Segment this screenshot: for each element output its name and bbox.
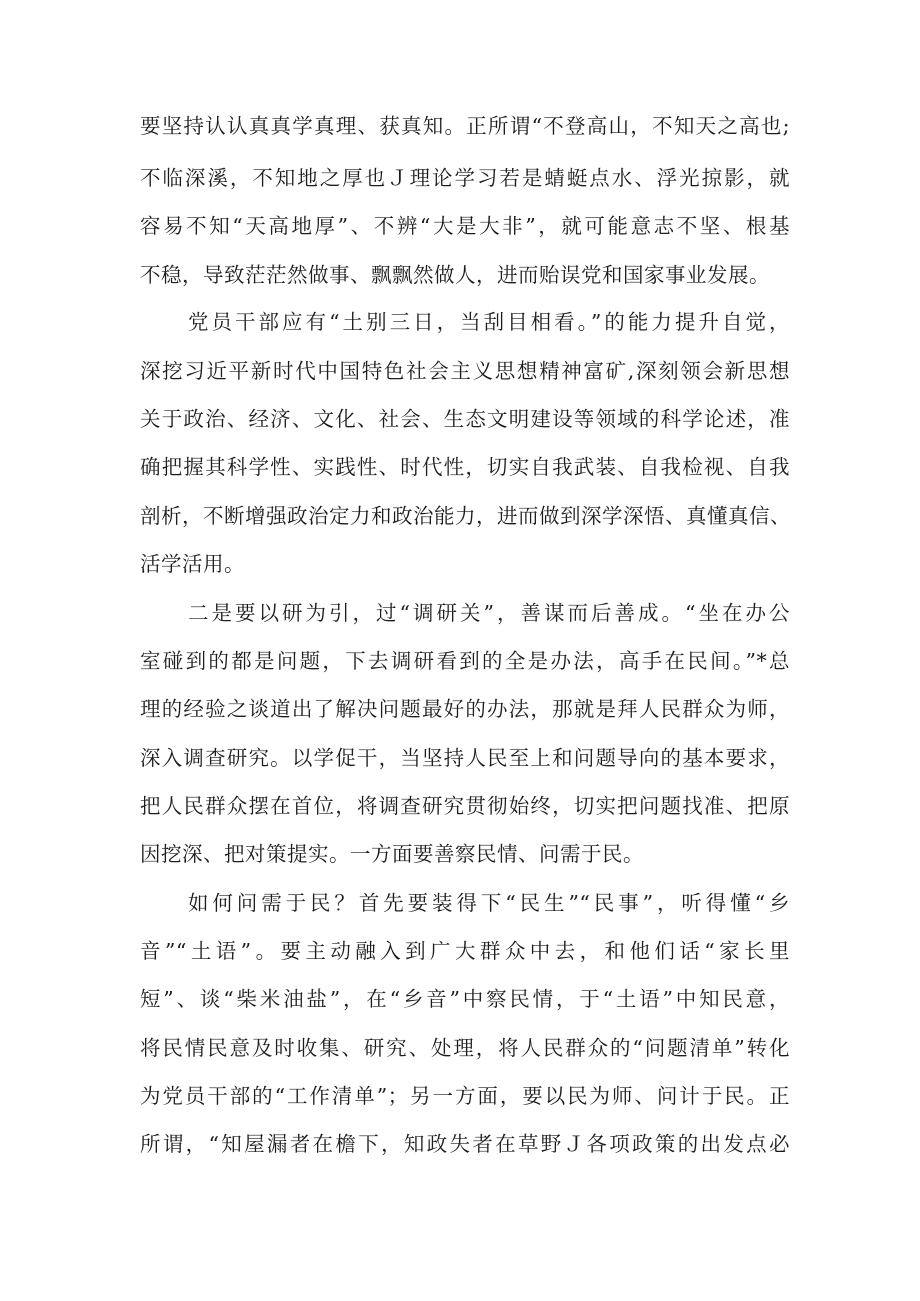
text-line: 短”、谈“柴米油盐”，在“乡音”中察民情，于“土语”中知民意， [140, 987, 790, 1011]
text-line: 关于政治、经济、文化、社会、生态文明建设等领域的科学论述，准 [140, 407, 790, 431]
text-line: 深挖习近平新时代中国特色社会主义思想精神富矿,深刻领会新思想 [140, 359, 790, 383]
text-line: 音”“土语”。要主动融入到广大群众中去，和他们话“家长里 [140, 939, 790, 963]
text-line: 确把握其科学性、实践性、时代性，切实自我武装、自我检视、自我 [140, 455, 790, 479]
text-line: 不临深溪，不知地之厚也Ｊ理论学习若是蜻蜓点水、浮光掠影，就 [140, 166, 790, 190]
text-line: 理的经验之谈道出了解决问题最好的办法，那就是拜人民群众为师， [140, 697, 790, 721]
text-line: 将民情民意及时收集、研究、处理，将人民群众的“问题清单”转化 [140, 1036, 790, 1060]
text-line: 要坚持认认真真学真理、获真知。正所谓“不登高山，不知天之高也; [140, 114, 790, 138]
text-line: 容易不知“天高地厚”、不辨“大是大非”，就可能意志不坚、根基 [140, 214, 790, 238]
text-line: 深入调查研究。以学促干，当坚持人民至上和问题导向的基本要求， [140, 746, 790, 770]
text-line: 因挖深、把对策提实。一方面要善察民情、问需于民。 [140, 842, 644, 866]
text-line: 剖析，不断增强政治定力和政治能力，进而做到深学深悟、真懂真信、 [140, 504, 791, 528]
text-line: 所谓，“知屋漏者在檐下，知政失者在草野Ｊ各项政策的出发点必 [140, 1132, 790, 1156]
paragraph-first-line: 二是要以研为引，过“调研关”，善谋而后善成。“坐在办公 [188, 601, 790, 625]
text-line: 室碰到的都是问题，下去调研看到的全是办法，高手在民间。”*总 [140, 649, 790, 673]
text-line: 为党员干部的“工作清单”；另一方面，要以民为师、问计于民。正 [140, 1084, 790, 1108]
text-line: 活学活用。 [140, 552, 245, 576]
paragraph-first-line: 党员干部应有“土别三日，当刮目相看。”的能力提升自觉， [188, 310, 790, 334]
text-line: 把人民群众摆在首位，将调查研究贯彻始终，切实把问题找准、把原 [140, 794, 790, 818]
text-line: 不稳，导致茫茫然做事、飘飘然做人，进而贻误党和国家事业发展。 [140, 263, 770, 287]
paragraph-first-line: 如何问需于民？首先要装得下“民生”“民事”，听得懂“乡 [188, 891, 790, 915]
